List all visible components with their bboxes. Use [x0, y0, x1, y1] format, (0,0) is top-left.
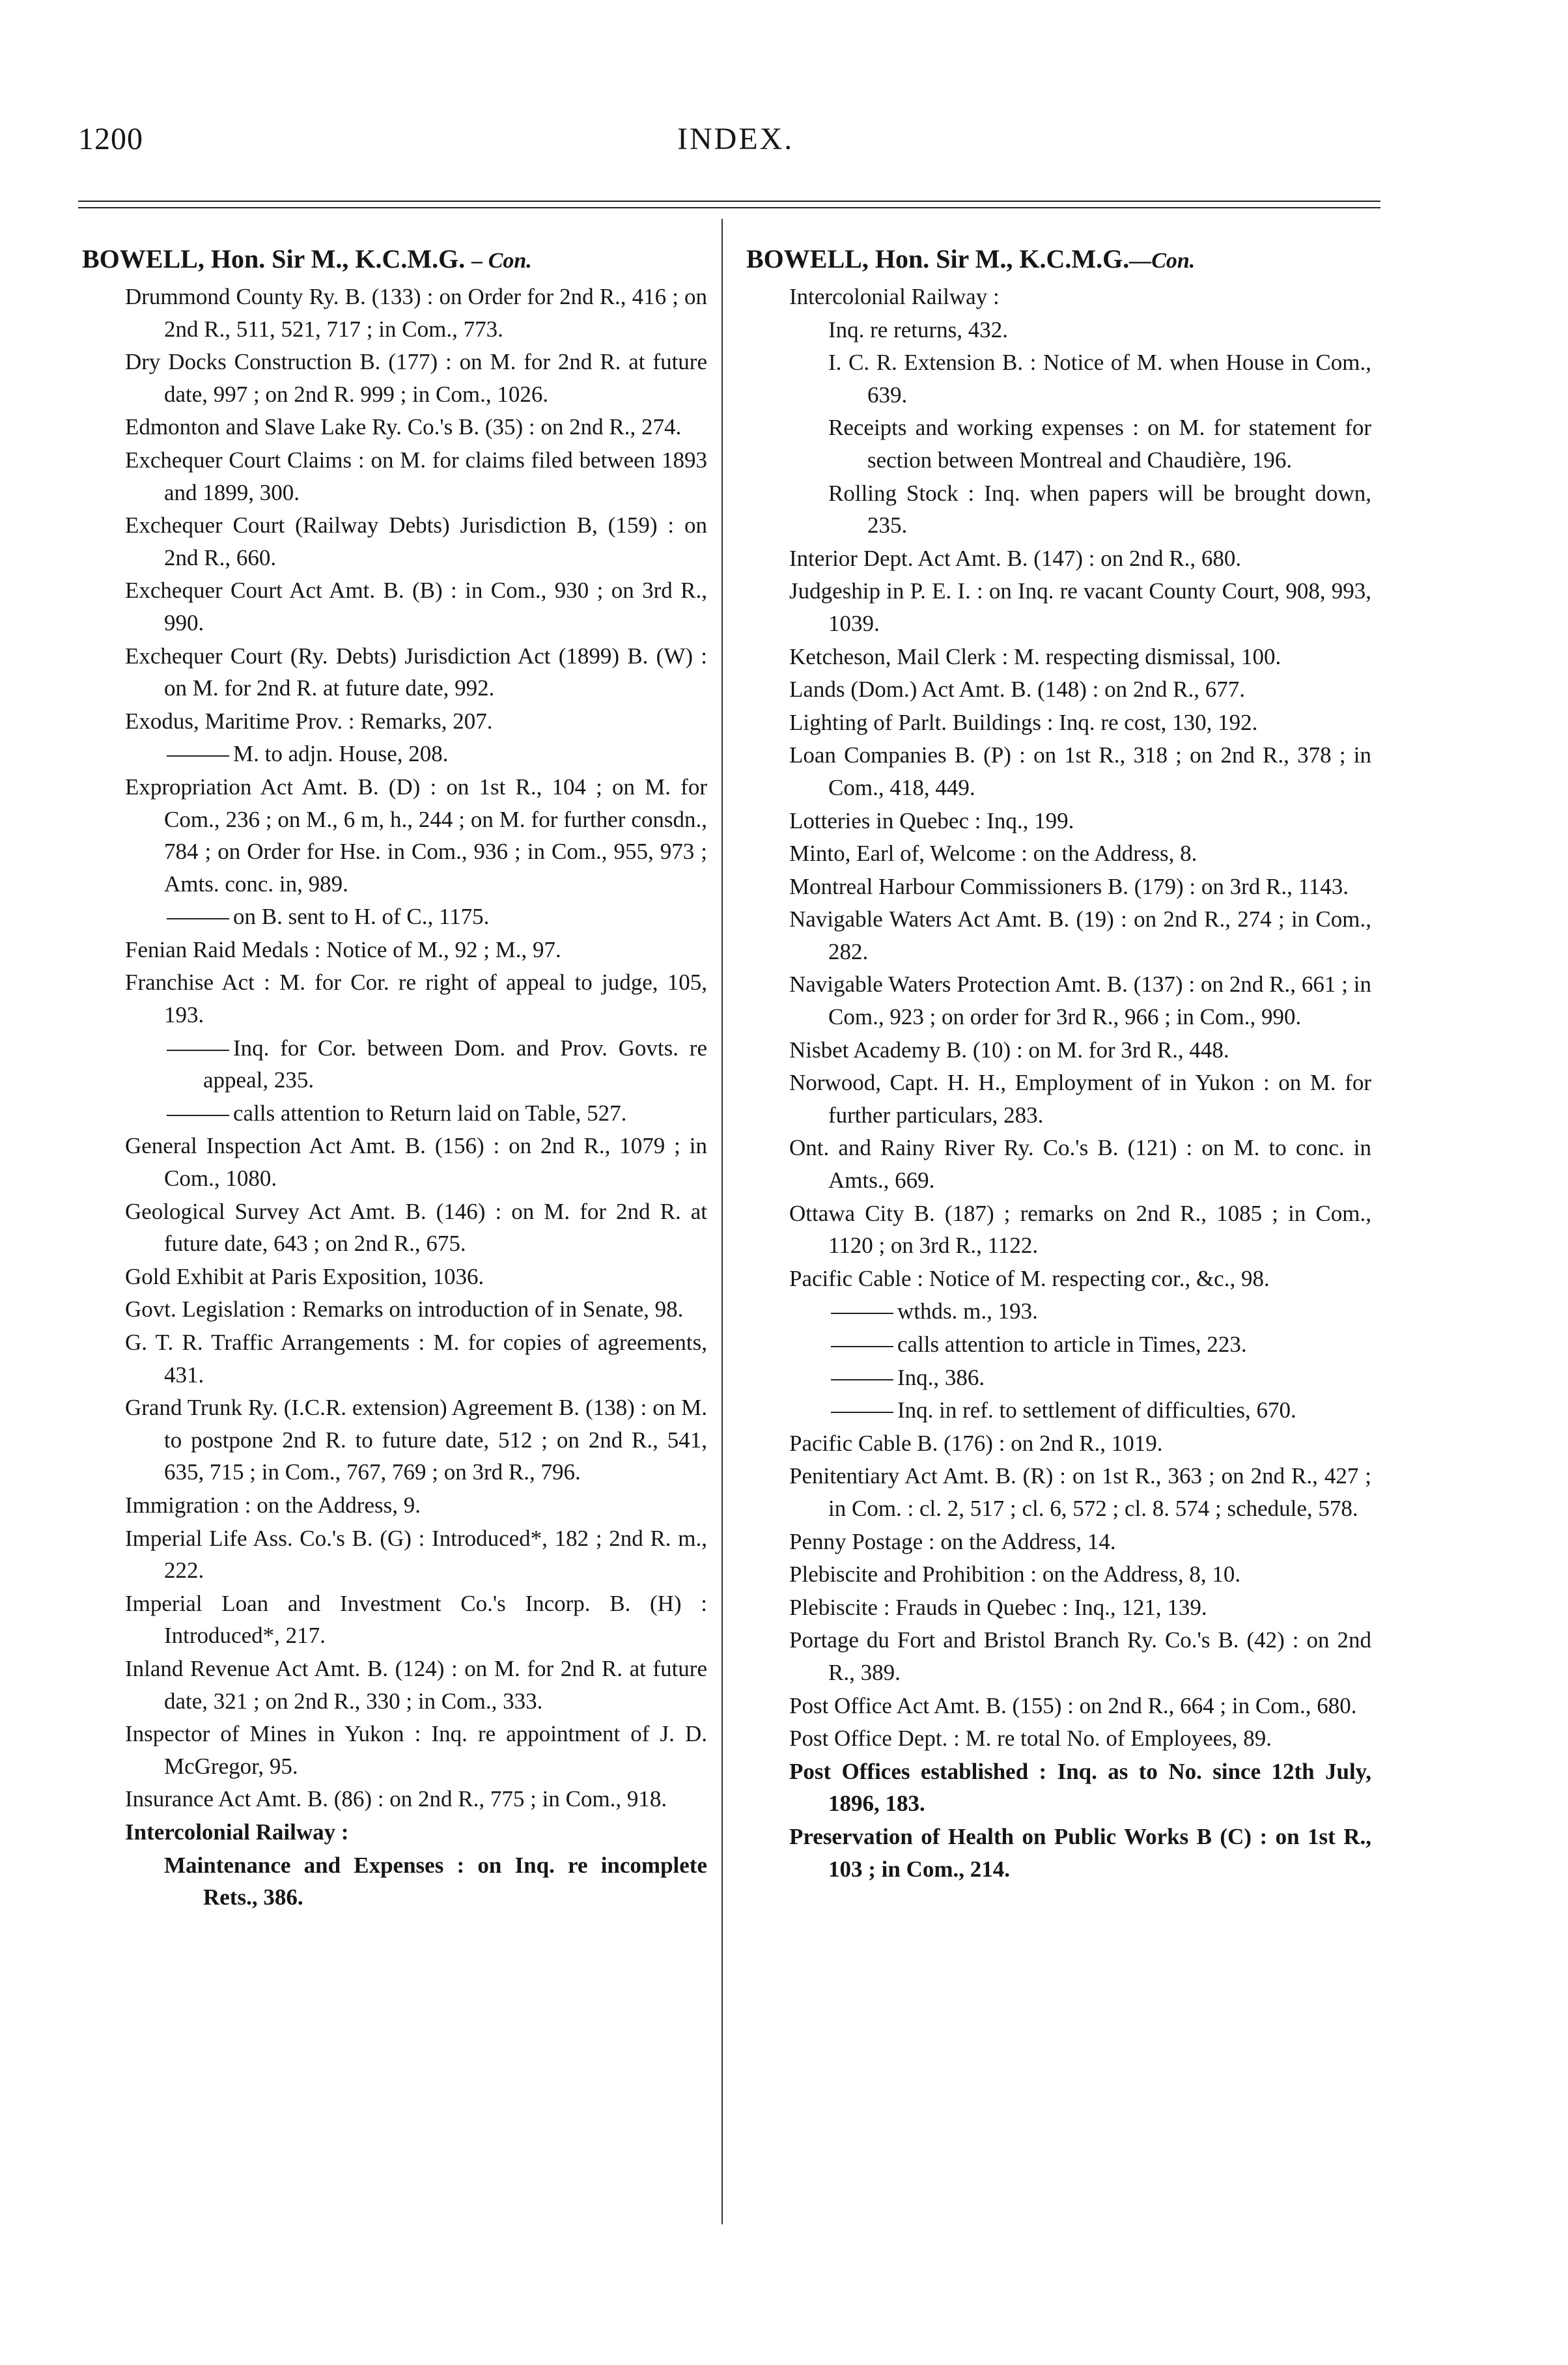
index-entry: Ketcheson, Mail Clerk : M. respecting dismissal, 100. [789, 643, 1281, 669]
ditto-dash [831, 1313, 893, 1314]
index-entry: Lighting of Parlt. Buildings : Inq. re cost, 130, 192. [789, 709, 1258, 735]
index-entry: Lands (Dom.) Act Amt. B. (148) : on 2nd R., 677. [789, 677, 1245, 703]
ditto-dash [167, 1050, 229, 1051]
index-entry: Penitentiary Act Amt. B. (R) : on 1st R., 363 ; on 2nd R., 427 ; in Com. : cl. 2, 517 ; cl. 6, 572 ; cl. 8. 574 ; schedule, 578. [789, 1463, 1371, 1521]
column-heading [746, 242, 1371, 278]
index-entry: Nisbet Academy B. (10) : on M. for 3rd R., 448. [789, 1037, 1229, 1063]
subentry-text: calls attention to article in Times, 223. [897, 1332, 1247, 1357]
index-entry: Grand Trunk Ry. (I.C.R. extension) Agreement B. (138) : on M. to postpone 2nd R. to future date, 512 ; on 2nd R., 541, 635, 715 ; in Com., 767, 769 ; on 3rd R., 796. [125, 1395, 707, 1485]
ditto-dash [167, 918, 229, 919]
index-entry: Post Offices established : Inq. as to No. since 12th July, 1896, 183. [789, 1758, 1371, 1817]
page-number: 1200 [78, 122, 143, 156]
index-entry: Inspector of Mines in Yukon : Inq. re appointment of J. D. McGregor, 95. [125, 1721, 707, 1779]
index-entry: Penny Postage : on the Address, 14. [789, 1528, 1116, 1554]
index-entry: Gold Exhibit at Paris Exposition, 1036. [125, 1263, 484, 1289]
subentry-text: wthds. m., 193. [897, 1298, 1038, 1324]
index-entry: Drummond County Ry. B. (133) : on Order for 2nd R., 416 ; on 2nd R., 511, 521, 717 ; in Com., 773. [125, 284, 707, 342]
column-heading [82, 242, 707, 278]
index-entry: Judgeship in P. E. I. : on Inq. re vacant County Court, 908, 993, 1039. [789, 578, 1371, 636]
index-entry: Dry Docks Construction B. (177) : on M. for 2nd R. at future date, 997 ; on 2nd R. 999 ; in Com., 1026. [125, 349, 707, 407]
left-column [82, 242, 707, 1914]
heading-name: BOWELL, Hon. Sir M., K.C.M.G. [82, 244, 466, 273]
subentry-text: M. to adjn. House, 208. [233, 741, 449, 767]
index-entry: Navigable Waters Protection Amt. B. (137) : on 2nd R., 661 ; in Com., 923 ; on order for 3rd R., 966 ; in Com., 990. [789, 972, 1371, 1030]
ditto-dash [831, 1412, 893, 1413]
page-header [78, 121, 1380, 186]
header-rule-bottom [78, 207, 1380, 208]
index-entry: Interior Dept. Act Amt. B. (147) : on 2nd R., 680. [789, 545, 1242, 571]
index-subentry: I. C. R. Extension B. : Notice of M. when House in Com., 639. [828, 350, 1371, 408]
index-entry: Geological Survey Act Amt. B. (146) : on M. for 2nd R. at future date, 643 ; on 2nd R., 675. [125, 1198, 707, 1257]
index-entry: Ont. and Rainy River Ry. Co.'s B. (121) : on M. to conc. in Amts., 669. [789, 1135, 1371, 1194]
ditto-dash [167, 755, 229, 757]
index-subentry [164, 738, 707, 770]
index-entry: Plebiscite : Frauds in Quebec : Inq., 121, 139. [789, 1594, 1207, 1620]
index-entry: Pacific Cable : Notice of M. respecting cor., &c., 98. [789, 1265, 1270, 1291]
heading-name: BOWELL, Hon. Sir M., K.C.M.G. [746, 244, 1130, 273]
index-entry: Navigable Waters Act Amt. B. (19) : on 2nd R., 274 ; in Com., 282. [789, 906, 1371, 964]
index-entry: Expropriation Act Amt. B. (D) : on 1st R., 104 ; on M. for Com., 236 ; on M., 6 m, h., 244 ; on M. for further consdn., 784 ; on Order for Hse. in Com., 936 ; in Com., 955, 973 ; Amts. conc. in, 989. [125, 774, 707, 897]
column-divider [721, 219, 723, 2224]
index-subentry [828, 1362, 1371, 1394]
index-subentry [164, 901, 707, 933]
header-rule-top [78, 201, 1380, 202]
index-entry: Montreal Harbour Commissioners B. (179) : on 3rd R., 1143. [789, 873, 1349, 899]
index-entry: Pacific Cable B. (176) : on 2nd R., 1019. [789, 1430, 1163, 1456]
ditto-dash [831, 1346, 893, 1347]
index-entry: Intercolonial Railway : [789, 284, 1000, 309]
index-entry: Portage du Fort and Bristol Branch Ry. Co.'s B. (42) : on 2nd R., 389. [789, 1627, 1371, 1685]
index-entry: Minto, Earl of, Welcome : on the Address, 8. [789, 841, 1197, 867]
index-subentry [828, 1394, 1371, 1427]
index-entry: Inland Revenue Act Amt. B. (124) : on M. for 2nd R. at future date, 321 ; on 2nd R., 330 ; in Com., 333. [125, 1655, 707, 1714]
index-subentry: Receipts and working expenses : on M. for statement for section between Montreal and Chaudière, 196. [828, 415, 1371, 473]
index-subentry: Rolling Stock : Inq. when papers will be brought down, 235. [828, 480, 1371, 539]
index-entry: G. T. R. Traffic Arrangements : M. for copies of agreements, 431. [125, 1330, 707, 1388]
index-entry: Ottawa City B. (187) ; remarks on 2nd R., 1085 ; in Com., 1120 ; on 3rd R., 1122. [789, 1200, 1371, 1259]
index-entry: Lotteries in Quebec : Inq., 199. [789, 807, 1074, 833]
index-subentry [164, 1097, 707, 1130]
index-entry: Post Office Dept. : M. re total No. of Employees, 89. [789, 1726, 1272, 1752]
index-entry: Exodus, Maritime Prov. : Remarks, 207. [125, 708, 493, 734]
index-subentry: Inq. re returns, 432. [828, 316, 1009, 343]
subentry-text: Inq. for Cor. between Dom. and Prov. Govts. re appeal, 235. [203, 1035, 707, 1093]
index-entry: Exchequer Court (Ry. Debts) Jurisdiction Act (1899) B. (W) : on M. for 2nd R. at future date, 992. [125, 643, 707, 701]
index-entry: Insurance Act Amt. B. (86) : on 2nd R., 775 ; in Com., 918. [125, 1786, 667, 1812]
subentry-text: on B. sent to H. of C., 1175. [233, 904, 490, 930]
index-entry: Plebiscite and Prohibition : on the Address, 8, 10. [789, 1561, 1241, 1588]
index-entry: General Inspection Act Amt. B. (156) : on 2nd R., 1079 ; in Com., 1080. [125, 1133, 707, 1192]
index-entry: Govt. Legislation : Remarks on introduction of in Senate, 98. [125, 1296, 684, 1322]
index-entry: Imperial Loan and Investment Co.'s Incorp. B. (H) : Introduced*, 217. [125, 1590, 707, 1649]
index-entry: Loan Companies B. (P) : on 1st R., 318 ; on 2nd R., 378 ; in Com., 418, 449. [789, 742, 1371, 800]
index-entry: Exchequer Court Claims : on M. for claims filed between 1893 and 1899, 300. [125, 447, 707, 505]
heading-continued: – Con. [471, 249, 532, 273]
index-entry: Post Office Act Amt. B. (155) : on 2nd R., 664 ; in Com., 680. [789, 1692, 1357, 1718]
index-entry: Intercolonial Railway : [125, 1819, 349, 1845]
running-title: INDEX. [677, 122, 794, 156]
heading-continued: —Con. [1129, 249, 1196, 273]
index-subentry [828, 1328, 1371, 1361]
index-entry: Preservation of Health on Public Works B (C) : on 1st R., 103 ; in Com., 214. [789, 1823, 1371, 1882]
right-column [746, 242, 1371, 1886]
ditto-dash [167, 1115, 229, 1116]
index-entry: Fenian Raid Medals : Notice of M., 92 ; M., 97. [125, 936, 561, 962]
ditto-dash [831, 1379, 893, 1380]
subentry-text: Inq. in ref. to settlement of difficulties, 670. [897, 1397, 1296, 1423]
subentry-text: Inq., 386. [897, 1364, 985, 1390]
subentry-text: calls attention to Return laid on Table, 527. [233, 1100, 627, 1126]
index-entry: Exchequer Court (Railway Debts) Jurisdiction B, (159) : on 2nd R., 660. [125, 512, 707, 570]
index-entry: Norwood, Capt. H. H., Employment of in Yukon : on M. for further particulars, 283. [789, 1070, 1371, 1128]
index-subentry [828, 1295, 1371, 1328]
index-subentry: Maintenance and Expenses : on Inq. re incomplete Rets., 386. [164, 1852, 707, 1910]
index-subentry [164, 1032, 707, 1097]
index-entry: Imperial Life Ass. Co.'s B. (G) : Introduced*, 182 ; 2nd R. m., 222. [125, 1525, 707, 1584]
index-entry: Franchise Act : M. for Cor. re right of appeal to judge, 105, 193. [125, 970, 707, 1028]
index-entry: Immigration : on the Address, 9. [125, 1492, 421, 1518]
index-entry: Edmonton and Slave Lake Ry. Co.'s B. (35) : on 2nd R., 274. [125, 414, 682, 440]
index-entry: Exchequer Court Act Amt. B. (B) : in Com., 930 ; on 3rd R., 990. [125, 578, 707, 636]
